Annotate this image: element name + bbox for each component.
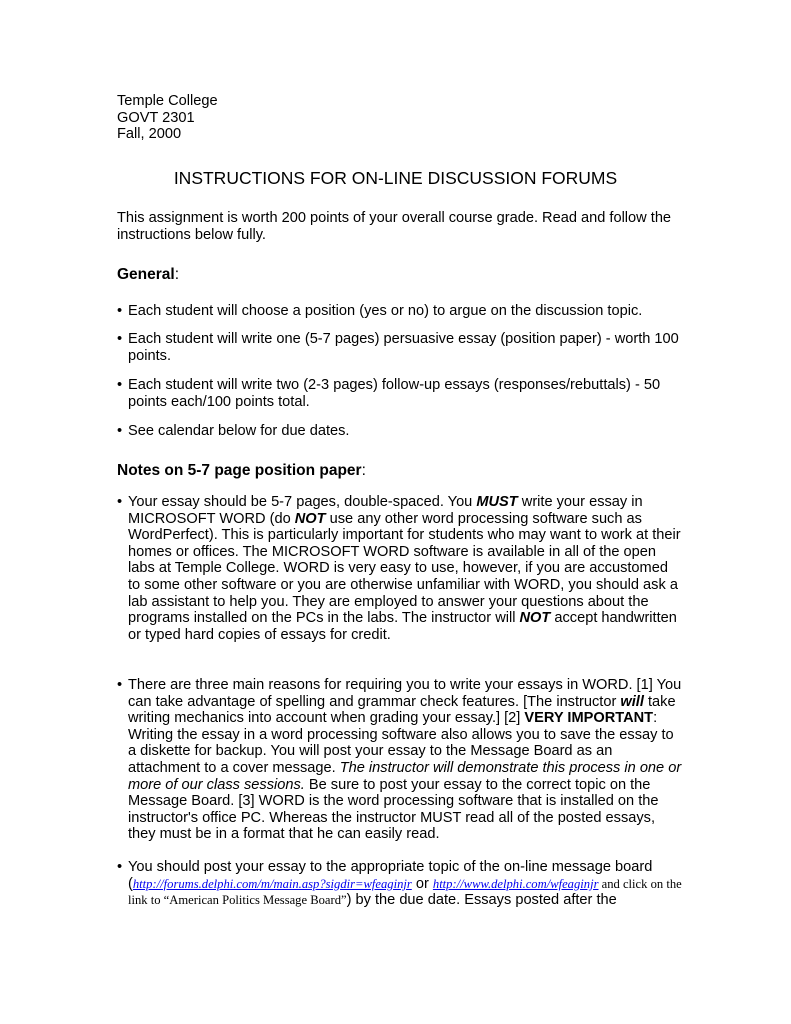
general-heading [117, 267, 179, 284]
text-run: Your essay should be 5-7 pages, double-spaced. You [128, 494, 477, 510]
emphasis-not: NOT [294, 510, 326, 527]
emphasis-must: MUST [476, 494, 518, 510]
bullet-text: Each student will write one (5-7 pages) persuasive essay (position paper) - worth 100 points. [128, 331, 679, 364]
bullet-text: See calendar below for due dates. [128, 423, 350, 439]
general-bullet-1 [117, 303, 682, 320]
bullet-marker: • [117, 859, 123, 875]
text-run: ) by the due date. Essays posted after the [346, 892, 617, 909]
text-run: There are three main reasons for requiring you to write your essays in WORD. [1] You can take advantage of spelling and grammar check features. [The instructor [128, 677, 682, 710]
notes-bullet-2 [117, 677, 682, 843]
text-run: take writing mechanics into account when grading your essay.] [2] [128, 693, 676, 727]
italic-note: The instructor will demonstrate this process in one or more of our class sessions. [128, 759, 682, 793]
text-run: or [411, 875, 433, 892]
bullet-text: Each student will write two (2-3 pages) follow-up essays (responses/rebuttals) - 50 points each/100 points total. [128, 377, 661, 410]
text-run: use any other word processing software such as WordPerfect). This is particularly important for students who may want to work at their homes or offices. The MICROSOFT WORD software is available in all of the open labs at Temple College. WORD is very easy to use, however, if you are accustomed to some other software or you are otherwise unfamiliar with WORD, you should ask a lab assistant to help you. They are employed to answer your questions about the programs installed on the PCs in the labs. The instructor will [128, 510, 681, 627]
document-title: INSTRUCTIONS FOR ON-LINE DISCUSSION FORUMS [173, 168, 618, 188]
general-bullet-3 [117, 377, 682, 410]
serif-text-run: and click on the link to “American Politics Message Board” [128, 876, 682, 908]
general-bullet-2 [117, 331, 682, 364]
semester: Fall, 2000 [117, 126, 182, 143]
bullet-text [128, 494, 682, 643]
bullet-text [128, 859, 682, 909]
emphasis-will: will [620, 693, 644, 710]
course-code: GOVT 2301 [117, 109, 195, 126]
bullet-text: Each student will choose a position (yes or no) to argue on the discussion topic. [128, 303, 643, 319]
notes-heading-colon: : [361, 462, 366, 479]
text-run: Be sure to post your essay to the correct topic on the Message Board. [3] WORD is the word processing software that is installed on the instructor's office PC. Whereas the instructor MUST read all of the posted essays, they must be in a format that he can easily read. [128, 776, 659, 843]
delphi-link[interactable]: http://www.delphi.com/wfeaginjr [432, 876, 599, 891]
bullet-marker: • [117, 331, 123, 347]
bullet-marker: • [117, 423, 123, 439]
bullet-marker: • [117, 677, 123, 693]
emphasis-not: NOT [519, 610, 551, 627]
forums-link[interactable]: http://forums.delphi.com/m/main.asp?sigdir=wfeaginjr [132, 876, 412, 891]
college-name: Temple College [117, 93, 218, 109]
notes-bullet-3 [117, 859, 682, 909]
text-run: write your essay in MICROSOFT WORD (do [128, 494, 643, 527]
general-bullet-4 [117, 423, 682, 440]
general-heading-label: General [117, 266, 175, 283]
notes-heading-label: Notes on 5-7 page position paper [117, 462, 362, 479]
text-run: accept handwritten or typed hard copies of essays for credit. [128, 610, 677, 643]
bullet-marker: • [117, 377, 123, 393]
course-header [117, 93, 218, 143]
text-run: : Writing the essay in a word processing software also allows you to save the essay to a diskette for backup. You will post your essay to the Message Board as an attachment to a cover message. [128, 710, 674, 776]
bullet-marker: • [117, 494, 123, 510]
bullet-marker: • [117, 303, 123, 319]
text-run: You should post your essay to the appropriate topic of the on-line message board ( [128, 859, 653, 892]
notes-bullet-1 [117, 494, 682, 643]
general-heading-colon: : [174, 266, 180, 283]
intro-paragraph: This assignment is worth 200 points of your overall course grade. Read and follow the instructions below fully. [117, 210, 672, 243]
notes-heading [117, 463, 366, 480]
emphasis-very-important: VERY IMPORTANT [524, 710, 654, 727]
bullet-text [128, 677, 682, 843]
